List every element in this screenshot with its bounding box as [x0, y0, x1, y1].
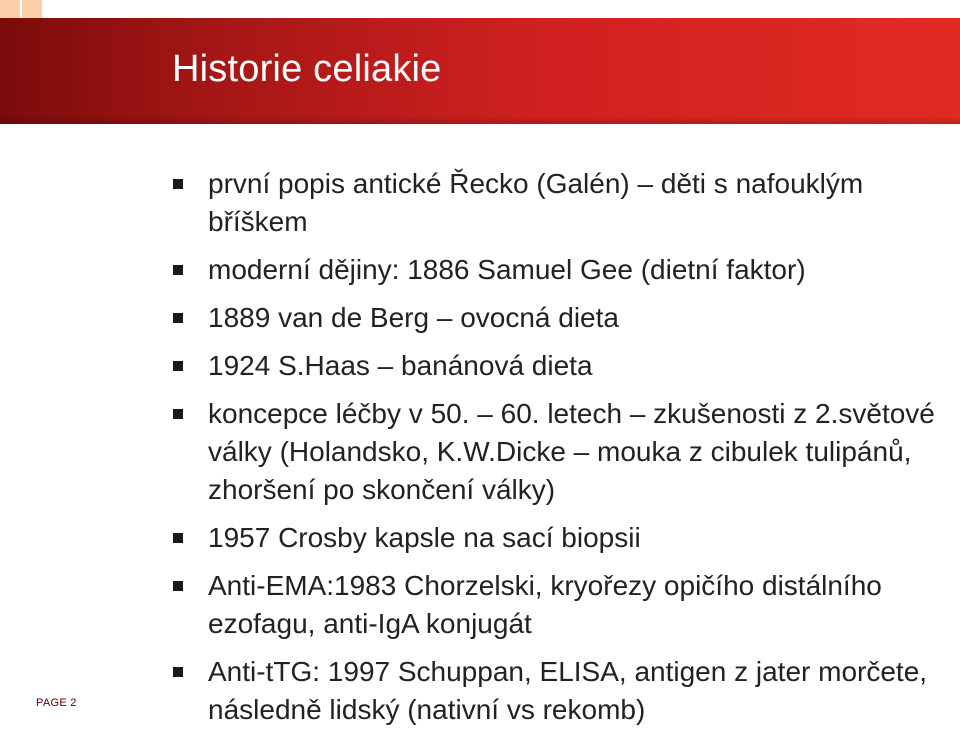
mosaic-tile: [66, 0, 86, 20]
square-bullet-icon: [173, 313, 183, 323]
mosaic-tile: [44, 0, 64, 20]
bullet-text: 1889 van de Berg – ovocná dieta: [208, 302, 619, 333]
mosaic-tile: [88, 0, 108, 20]
bullet-item: [170, 251, 940, 289]
square-bullet-icon: [173, 409, 183, 419]
bullet-text: moderní dějiny: 1886 Samuel Gee (dietní faktor): [208, 254, 806, 285]
square-bullet-icon: [173, 265, 183, 275]
bullet-text: koncepce léčby v 50. – 60. letech – zkušenosti z 2.světové války (Holandsko, K.W.Dicke – mouka z cibulek tulipánů, zhoršení po skončení války): [208, 398, 935, 505]
mosaic-tile: [132, 0, 152, 20]
page-number-label: PAGE 2: [36, 697, 77, 709]
square-bullet-icon: [173, 179, 183, 189]
bullet-item: [170, 653, 940, 729]
title-bar: [0, 18, 960, 124]
bullet-text: 1924 S.Haas – banánová dieta: [208, 350, 593, 381]
bullet-text: 1957 Crosby kapsle na sací biopsii: [208, 522, 641, 553]
mosaic-tile: [110, 0, 130, 20]
square-bullet-icon: [173, 581, 183, 591]
bullet-item: [170, 519, 940, 557]
slide-title: Historie celiakie: [172, 48, 442, 90]
mosaic-tile: [22, 0, 42, 20]
bullet-text: Anti-tTG: 1997 Schuppan, ELISA, antigen z jater morčete, následně lidský (nativní vs rekomb): [208, 656, 928, 725]
bullet-item: [170, 347, 940, 385]
bullet-item: [170, 165, 940, 241]
bullet-text: Anti-EMA:1983 Chorzelski, kryořezy opičího distálního ezofagu, anti-IgA konjugát: [208, 570, 882, 639]
mosaic-tile: [154, 0, 174, 20]
bullet-list: [170, 165, 940, 739]
bullet-item: [170, 567, 940, 643]
bullet-item: [170, 299, 940, 337]
mosaic-tile: [0, 0, 20, 20]
square-bullet-icon: [173, 361, 183, 371]
square-bullet-icon: [173, 533, 183, 543]
square-bullet-icon: [173, 667, 183, 677]
bullet-item: [170, 395, 940, 509]
bullet-text: první popis antické Řecko (Galén) – děti s nafouklým bříškem: [208, 168, 864, 237]
